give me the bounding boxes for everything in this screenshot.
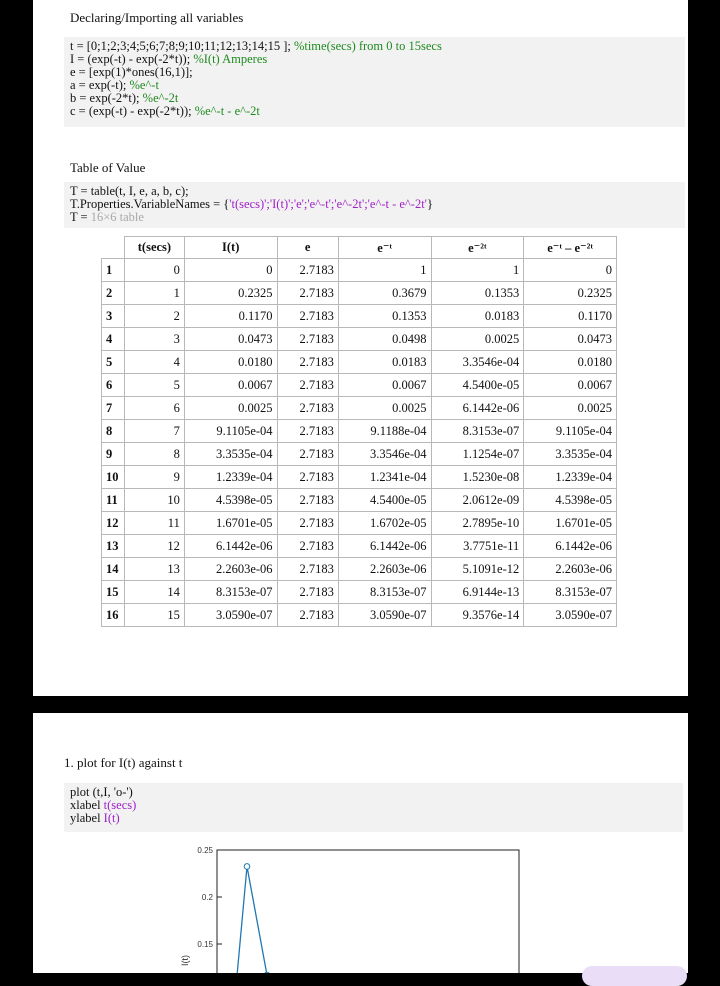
column-header: t(secs)	[125, 237, 185, 259]
code-line: xlabel	[70, 798, 104, 812]
table-cell: 0.1170	[184, 305, 277, 328]
y-tick-label: 0.15	[197, 940, 213, 949]
row-index: 6	[102, 374, 125, 397]
section-heading-plot: 1. plot for I(t) against t	[64, 755, 183, 770]
table-cell: 1.6701e-05	[524, 512, 617, 535]
table-cell: 0.1353	[338, 305, 431, 328]
table-row	[102, 420, 617, 443]
table-cell: 9	[125, 466, 185, 489]
table-cell: 0	[125, 259, 185, 282]
code-block-table	[64, 182, 685, 228]
table-row	[102, 305, 617, 328]
code-line: T = table(t, I, e, a, b, c);	[70, 184, 189, 198]
table-row	[102, 581, 617, 604]
table-row	[102, 397, 617, 420]
table-cell: 3.0590e-07	[524, 604, 617, 627]
table-cell: 4	[125, 351, 185, 374]
table-row	[102, 351, 617, 374]
table-cell: 3.3546e-04	[431, 351, 524, 374]
column-header: e	[277, 237, 338, 259]
table-cell: 1.2339e-04	[524, 466, 617, 489]
table-cell: 3.3535e-04	[524, 443, 617, 466]
table-cell: 1.6702e-05	[338, 512, 431, 535]
table-cell: 6	[125, 397, 185, 420]
table-cell: 0.0183	[431, 305, 524, 328]
y-axis-label: I(t)	[180, 955, 190, 966]
data-point	[244, 864, 250, 870]
table-cell: 2.7183	[277, 305, 338, 328]
code-line: ylabel	[70, 811, 104, 825]
code-comment: %e^-t	[129, 78, 159, 92]
table-row	[102, 535, 617, 558]
table-cell: 6.1442e-06	[338, 535, 431, 558]
code-line: c = (exp(-t) - exp(-2*t));	[70, 104, 195, 118]
table-cell: 0.0067	[524, 374, 617, 397]
code-block-declaring	[64, 37, 685, 127]
table-cell: 1.2341e-04	[338, 466, 431, 489]
section-heading-table: Table of Value	[70, 160, 146, 175]
table-cell: 1	[338, 259, 431, 282]
table-cell: 9.1188e-04	[338, 420, 431, 443]
column-header: e⁻²ᵗ	[431, 237, 524, 259]
code-line: b = exp(-2*t);	[70, 91, 143, 105]
table-cell: 0.0025	[524, 397, 617, 420]
y-tick-label: 0.25	[197, 846, 213, 855]
document-page-1	[33, 0, 688, 696]
table-cell: 9.1105e-04	[184, 420, 277, 443]
row-index: 1	[102, 259, 125, 282]
table-cell: 2.7183	[277, 282, 338, 305]
row-index: 4	[102, 328, 125, 351]
table-cell: 0.0025	[184, 397, 277, 420]
output-text: 16×6 table	[90, 210, 144, 224]
table-cell: 3.0590e-07	[184, 604, 277, 627]
table-row	[102, 512, 617, 535]
table-cell: 0.0473	[184, 328, 277, 351]
table-cell: 0.0180	[184, 351, 277, 374]
code-line: T =	[70, 210, 91, 224]
table-cell: 2.7183	[277, 489, 338, 512]
row-index: 8	[102, 420, 125, 443]
table-cell: 0.0025	[431, 328, 524, 351]
table-cell: 2.7183	[277, 397, 338, 420]
table-cell: 0.0067	[338, 374, 431, 397]
series-line	[227, 866, 287, 973]
code-string: I(t)	[103, 811, 120, 825]
code-line: e = [exp(1)*ones(16,1)];	[70, 65, 193, 79]
row-index: 2	[102, 282, 125, 305]
table-cell: 3	[125, 328, 185, 351]
table-cell: 0	[524, 259, 617, 282]
table-cell: 3.3546e-04	[338, 443, 431, 466]
table-cell: 1.1254e-07	[431, 443, 524, 466]
table-cell: 0.0180	[524, 351, 617, 374]
table-cell: 0.3679	[338, 282, 431, 305]
table-row	[102, 374, 617, 397]
table-cell: 15	[125, 604, 185, 627]
row-index: 16	[102, 604, 125, 627]
table-cell: 4.5400e-05	[338, 489, 431, 512]
table-cell: 10	[125, 489, 185, 512]
table-cell: 8.3153e-07	[524, 581, 617, 604]
table-row	[102, 443, 617, 466]
table-cell: 4.5398e-05	[524, 489, 617, 512]
table-cell: 1.2339e-04	[184, 466, 277, 489]
table-cell: 1	[125, 282, 185, 305]
row-index: 7	[102, 397, 125, 420]
row-index: 14	[102, 558, 125, 581]
table-cell: 6.9144e-13	[431, 581, 524, 604]
table-cell: 6.1442e-06	[184, 535, 277, 558]
table-cell: 6.1442e-06	[524, 535, 617, 558]
table-cell: 9.3576e-14	[431, 604, 524, 627]
table-cell: 1	[431, 259, 524, 282]
code-line: T.Properties.VariableNames = {	[70, 197, 230, 211]
table-cell: 8.3153e-07	[184, 581, 277, 604]
table-cell: 4.5400e-05	[431, 374, 524, 397]
code-block-plot	[64, 783, 683, 832]
table-cell: 5	[125, 374, 185, 397]
table-cell: 2.7183	[277, 374, 338, 397]
table-cell: 4.5398e-05	[184, 489, 277, 512]
table-cell: 2.2603e-06	[338, 558, 431, 581]
code-line: a = exp(-t);	[70, 78, 130, 92]
table-cell: 0.1170	[524, 305, 617, 328]
table-cell: 2.7183	[277, 604, 338, 627]
row-index: 3	[102, 305, 125, 328]
table-row	[102, 328, 617, 351]
table-row	[102, 604, 617, 627]
table-cell: 5.1091e-12	[431, 558, 524, 581]
table-cell: 2.7183	[277, 420, 338, 443]
plot-chart	[183, 841, 523, 973]
table-cell: 3.0590e-07	[338, 604, 431, 627]
table-cell: 3.3535e-04	[184, 443, 277, 466]
table-cell: 2.7183	[277, 512, 338, 535]
code-line: t = [0;1;2;3;4;5;6;7;8;9;10;11;12;13;14;15 ];	[70, 39, 294, 53]
row-index: 10	[102, 466, 125, 489]
table-row	[102, 282, 617, 305]
table-cell: 2.7183	[277, 558, 338, 581]
table-cell: 2.7183	[277, 351, 338, 374]
code-line: plot (t,I, 'o-')	[70, 785, 133, 799]
table-cell: 12	[125, 535, 185, 558]
table-cell: 2.0612e-09	[431, 489, 524, 512]
table-cell: 11	[125, 512, 185, 535]
code-comment: %time(secs) from 0 to 15secs	[293, 39, 442, 53]
table-cell: 0.0498	[338, 328, 431, 351]
code-line: }	[426, 197, 433, 211]
column-header: e⁻ᵗ – e⁻²ᵗ	[524, 237, 617, 259]
row-index: 9	[102, 443, 125, 466]
table-cell: 0.2325	[524, 282, 617, 305]
table-cell: 2.7183	[277, 328, 338, 351]
table-cell: 2.7895e-10	[431, 512, 524, 535]
section-heading-declaring: Declaring/Importing all variables	[70, 10, 244, 25]
row-index: 13	[102, 535, 125, 558]
table-cell: 13	[125, 558, 185, 581]
table-cell: 8.3153e-07	[338, 581, 431, 604]
table-cell: 2.2603e-06	[524, 558, 617, 581]
table-cell: 14	[125, 581, 185, 604]
table-cell: 2.2603e-06	[184, 558, 277, 581]
row-index: 15	[102, 581, 125, 604]
table-cell: 0.1353	[431, 282, 524, 305]
table-cell: 1.5230e-08	[431, 466, 524, 489]
table-cell: 0.0025	[338, 397, 431, 420]
table-row	[102, 466, 617, 489]
table-cell: 2.7183	[277, 443, 338, 466]
column-header: I(t)	[184, 237, 277, 259]
table-cell: 2.7183	[277, 535, 338, 558]
table-cell: 2.7183	[277, 581, 338, 604]
value-table	[101, 236, 617, 627]
table-cell: 0.0183	[338, 351, 431, 374]
code-line: I = (exp(-t) - exp(-2*t));	[70, 52, 194, 66]
row-index: 5	[102, 351, 125, 374]
table-cell: 0.2325	[184, 282, 277, 305]
table-cell: 3.7751e-11	[431, 535, 524, 558]
table-corner	[102, 237, 125, 259]
document-page-2	[33, 713, 688, 973]
row-index: 11	[102, 489, 125, 512]
code-comment: %e^-t - e^-2t	[194, 104, 260, 118]
code-comment: %e^-2t	[142, 91, 179, 105]
table-row	[102, 558, 617, 581]
table-cell: 2.7183	[277, 466, 338, 489]
code-string: t(secs)	[103, 798, 137, 812]
code-string: 't(secs)';'I(t)';'e';'e^-t';'e^-2t';'e^-t - e^-2t'	[229, 197, 427, 211]
plot-axes-box	[217, 850, 519, 973]
table-cell: 9.1105e-04	[524, 420, 617, 443]
table-cell: 2	[125, 305, 185, 328]
table-cell: 1.6701e-05	[184, 512, 277, 535]
table-cell: 8	[125, 443, 185, 466]
table-row	[102, 259, 617, 282]
table-cell: 8.3153e-07	[431, 420, 524, 443]
table-cell: 0.0473	[524, 328, 617, 351]
table-cell: 0.0067	[184, 374, 277, 397]
chat-bubble[interactable]	[582, 966, 687, 986]
table-cell: 7	[125, 420, 185, 443]
table-cell: 6.1442e-06	[431, 397, 524, 420]
table-row	[102, 489, 617, 512]
y-tick-label: 0.2	[201, 893, 213, 902]
column-header: e⁻ᵗ	[338, 237, 431, 259]
table-cell: 2.7183	[277, 259, 338, 282]
row-index: 12	[102, 512, 125, 535]
table-cell: 0	[184, 259, 277, 282]
code-comment: %I(t) Amperes	[193, 52, 268, 66]
